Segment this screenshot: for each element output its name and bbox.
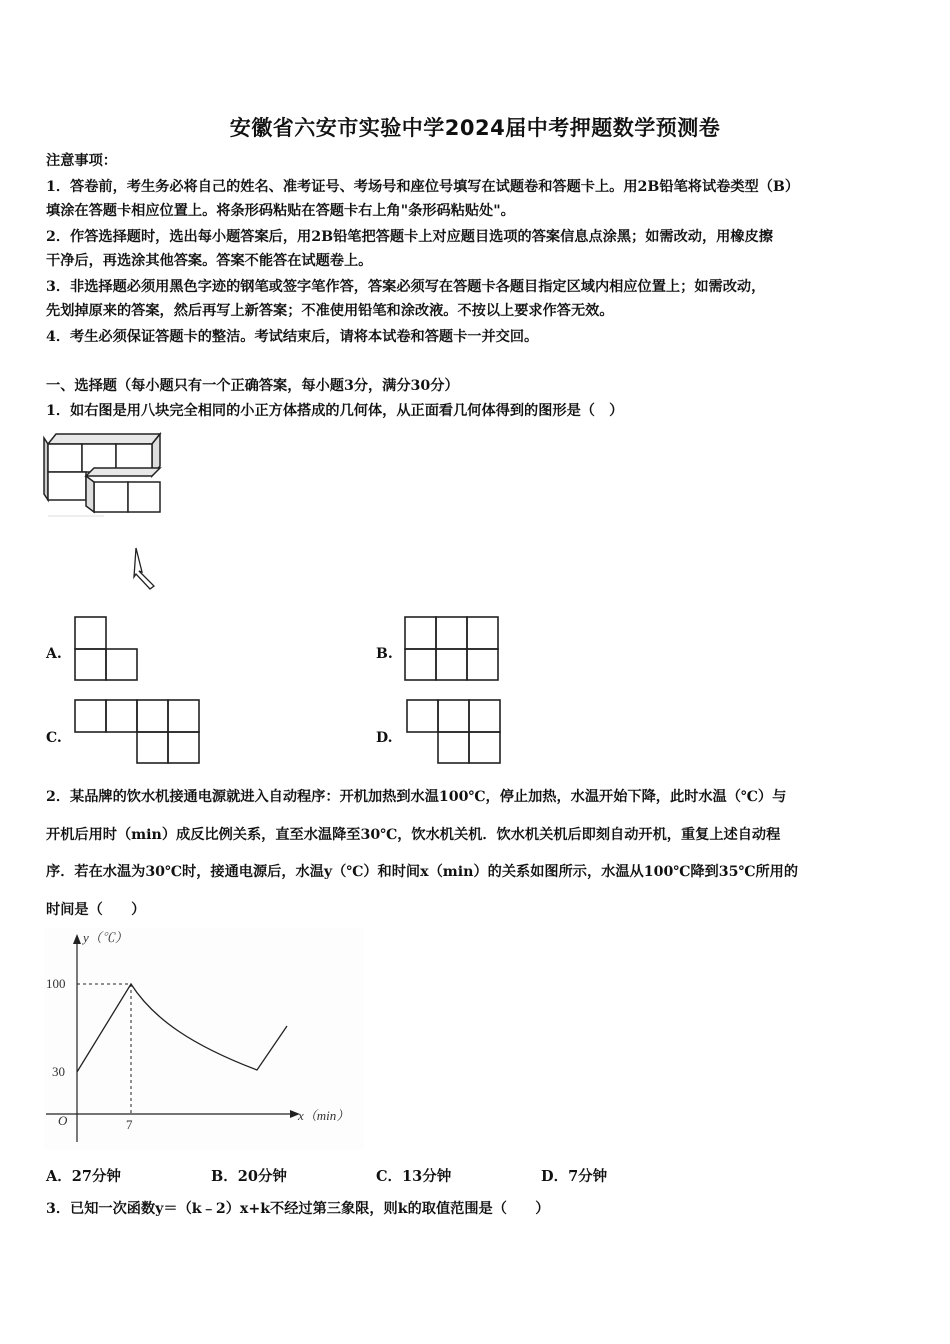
question-2-line: 2．某品牌的饮水机接通电源就进入自动程序：开机加热到水温100℃，停止加热，水温开始下降，此时水温（℃）与	[46, 789, 787, 805]
option-d-label: D.	[376, 730, 393, 746]
x-axis-label: x（min）	[298, 1108, 350, 1123]
question-3-stem: 3．已知一次函数y＝（k﹣2）x+k不经过第三象限，则k的取值范围是（ ）	[46, 1201, 550, 1217]
y-axis-label: y（℃）	[83, 930, 128, 945]
option-a-figure	[72, 614, 140, 684]
origin-label: O	[58, 1113, 68, 1128]
notice-line: 2．作答选择题时，选出每小题答案后，用2B铅笔把答题卡上对应题目选项的答案信息点涂黑；如需改动，用橡皮擦	[46, 229, 773, 245]
option-d-figure	[404, 697, 504, 767]
tick-label-100: 100	[46, 976, 66, 991]
option-c-figure	[72, 697, 204, 767]
question-2-line: 序．若在水温为30℃时，接通电源后，水温y（℃）和时间x（min）的关系如图所示，水温从100℃降到35℃所用的	[46, 864, 799, 880]
option-b-label: B.	[376, 646, 393, 662]
option-b-figure	[402, 614, 502, 684]
tick-label-7: 7	[126, 1117, 133, 1132]
question-2-line: 开机后用时（min）成反比例关系，直至水温降至30℃，饮水机关机．饮水机关机后即刻自动开机，重复上述自动程	[46, 827, 781, 843]
answer-a: A．27分钟	[46, 1168, 121, 1185]
notice-line: 填涂在答题卡相应位置上。将条形码粘贴在答题卡右上角"条形码粘贴处"。	[46, 203, 515, 219]
question-1-stem: 1．如右图是用八块完全相同的小正方体搭成的几何体，从正面看几何体得到的图形是（ ）	[46, 403, 624, 419]
answer-d: D．7分钟	[541, 1168, 608, 1185]
question-2-line: 时间是（ ）	[46, 902, 146, 918]
option-c-label: C.	[46, 730, 62, 746]
notice-line: 1．答卷前，考生务必将自己的姓名、准考证号、考场号和座位号填写在试题卷和答题卡上。用2B铅笔将试卷类型（B）	[46, 179, 800, 195]
section-heading: 一、选择题（每小题只有一个正确答案，每小题3分，满分30分）	[46, 378, 459, 394]
cube-stack-figure	[44, 430, 169, 595]
answer-b: B．20分钟	[211, 1168, 287, 1185]
tick-label-30: 30	[52, 1064, 65, 1079]
notice-line: 3．非选择题必须用黑色字迹的钢笔或签字笔作答，答案必须写在答题卡各题目指定区域内相应位置上；如需改动，	[46, 279, 766, 295]
answer-c: C．13分钟	[376, 1168, 452, 1185]
notice-line: 先划掉原来的答案，然后再写上新答案；不准使用铅笔和涂改液。不按以上要求作答无效。	[46, 303, 614, 319]
notice-line: 干净后，再选涂其他答案。答案不能答在试题卷上。	[46, 253, 373, 269]
page-title: 安徽省六安市实验中学2024届中考押题数学预测卷	[229, 116, 721, 140]
temperature-graph	[44, 928, 364, 1150]
option-a-label: A.	[46, 646, 62, 662]
notice-heading: 注意事项：	[46, 153, 117, 169]
notice-line: 4．考生必须保证答题卡的整洁。考试结束后，请将本试卷和答题卡一并交回。	[46, 329, 539, 345]
